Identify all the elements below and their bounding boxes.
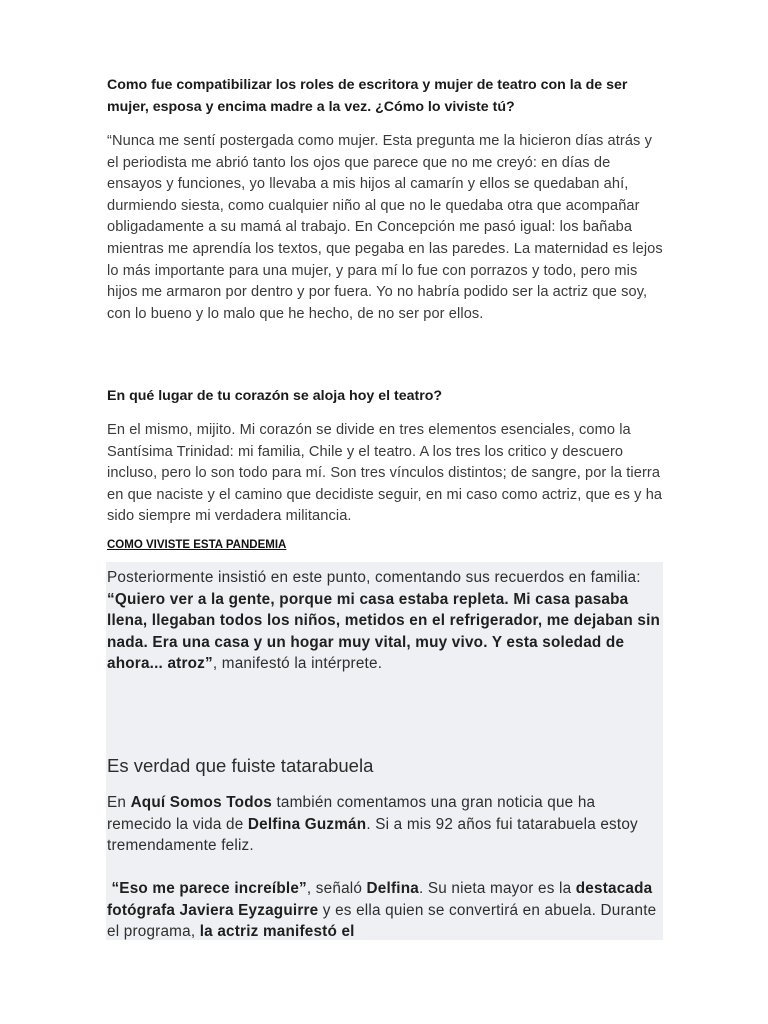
quote-paragraph xyxy=(107,567,663,675)
paragraph-news xyxy=(107,792,663,857)
person-name: Delfina xyxy=(366,880,419,897)
quote-text: “Quiero ver a la gente, porque mi casa estaba repleta. Mi casa pasaba llena, llegaban todos los niños, metidos en el refrigerador, me dejaban sin nada. Era una casa y un hogar muy vital, muy vivo. Y esta soledad de ahora... atroz” xyxy=(107,590,661,672)
section-heading: Es verdad que fuiste tatarabuela xyxy=(107,755,374,776)
text-run: . Su nieta mayor es la xyxy=(418,880,576,897)
text-run: . Si a mis 92 años fui tatarabuela estoy tremendamente feliz. xyxy=(107,815,638,854)
text-run: también comentamos una gran noticia que ha remecido la vida de xyxy=(107,794,596,833)
person-name: Delfina Guzmán xyxy=(247,815,367,833)
text-run: En xyxy=(107,794,131,811)
answer-1: “Nunca me sentí postergada como mujer. Esta pregunta me la hicieron días atrás y el periodista me abrió tanto los ojos que parece que no me creyó: en días de ensayos y funciones, yo llevaba a mis hijos al camarín y ellos se quedaban ahí, durmiendo siesta, como cualquier niño al que no le quedaba otra que acompañar obligadamente a su mamá al trabajo. En Concepción me pasó igual: los bañaba mientras me aprendía los textos, que pegaba en las paredes. La maternidad es lejos lo más importante para una mujer, y para mí lo fue con porrazos y todo, pero mis hijos me armaron por dentro y por fuera. Yo no habría podido ser la actriz que soy, con lo bueno y lo malo que he hecho, de no ser por ellos. xyxy=(107,133,663,322)
question-2: En qué lugar de tu corazón se aloja hoy el teatro? xyxy=(107,388,443,404)
question-1: Como fue compatibilizar los roles de escritora y mujer de teatro con la de ser mujer, esposa y encima madre a la vez. ¿Cómo lo viviste tú? xyxy=(107,77,628,115)
answer-2: En el mismo, mijito. Mi corazón se divide en tres elementos esenciales, como la Santísima Trinidad: mi familia, Chile y el teatro. A los tres los critico y descuero incluso, pero lo son todo para mí. Son tres vínculos distintos; de sangre, por la tierra en que naciste y el camino que decidiste seguir, en mi caso como actriz, que es y ha sido siempre mi verdadera militancia. xyxy=(107,422,663,525)
photographer-name: destacada fotógrafa Javiera Eyzaguirre xyxy=(107,880,653,919)
program-name: Aquí Somos Todos xyxy=(130,794,272,811)
text-run: , señaló xyxy=(306,880,367,897)
bold-quote: “Eso me parece increíble” xyxy=(111,880,307,897)
bold-fragment: la actriz manifestó el xyxy=(199,923,355,940)
text-run: y es ella quien se convertirá en abuela. Durante el programa, xyxy=(107,901,657,940)
quote-intro: Posteriormente insistió en este punto, comentando sus recuerdos en familia: xyxy=(107,569,641,586)
quote-outro: , manifestó la intérprete. xyxy=(212,655,383,672)
section-subheading: COMO VIVISTE ESTA PANDEMIA xyxy=(107,539,287,551)
paragraph-granddaughter xyxy=(107,878,663,943)
